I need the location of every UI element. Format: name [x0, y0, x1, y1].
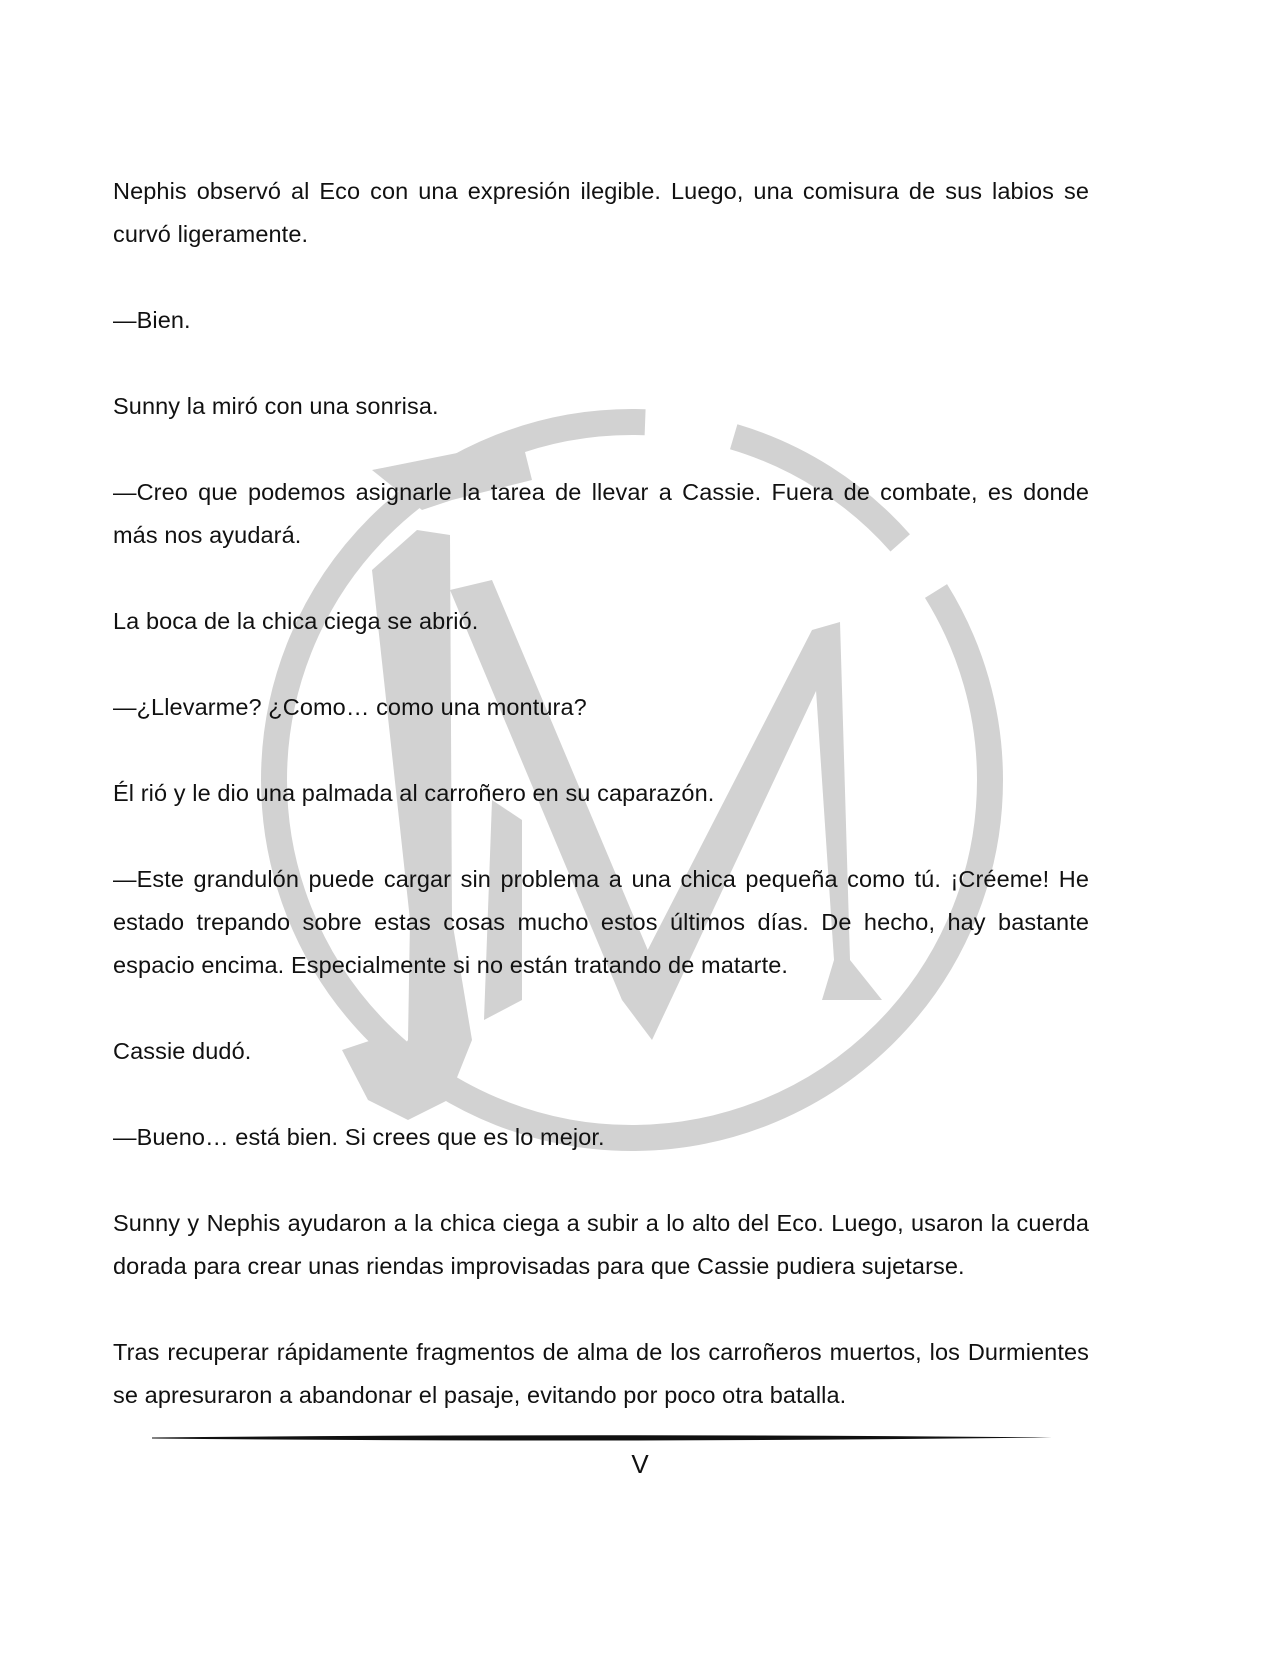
paragraph: Él rió y le dio una palmada al carroñero en su caparazón.: [113, 780, 715, 806]
paragraph: Nephis observó al Eco con una expresión ilegible. Luego, una comisura de sus labios se curvó ligeramente.: [113, 178, 1089, 247]
paragraph: Cassie dudó.: [113, 1038, 252, 1064]
paragraph: La boca de la chica ciega se abrió.: [113, 608, 479, 634]
paragraph: Sunny y Nephis ayudaron a la chica ciega a subir a lo alto del Eco. Luego, usaron la cuerda dorada para crear unas riendas improvisadas para que Cassie pudiera sujetarse.: [113, 1210, 1089, 1279]
footer-divider: [152, 1432, 1052, 1444]
paragraph: —¿Llevarme? ¿Como… como una montura?: [113, 694, 587, 720]
paragraph: Sunny la miró con una sonrisa.: [113, 393, 439, 419]
paragraph: —Bien.: [113, 307, 191, 333]
paragraph: —Este grandulón puede cargar sin problema a una chica pequeña como tú. ¡Créeme! He estado trepando sobre estas cosas mucho estos últimos días. De hecho, hay bastante espacio encima. Especialmente si no están tratando de matarte.: [113, 866, 1089, 978]
body-text: [113, 170, 1089, 1417]
page-number: V: [631, 1449, 649, 1479]
paragraph: —Creo que podemos asignarle la tarea de llevar a Cassie. Fuera de combate, es donde más nos ayudará.: [113, 479, 1089, 548]
paragraph: —Bueno… está bien. Si crees que es lo mejor.: [113, 1124, 605, 1150]
paragraph: Tras recuperar rápidamente fragmentos de alma de los carroñeros muertos, los Durmientes se apresuraron a abandonar el pasaje, evitando por poco otra batalla.: [113, 1339, 1089, 1408]
